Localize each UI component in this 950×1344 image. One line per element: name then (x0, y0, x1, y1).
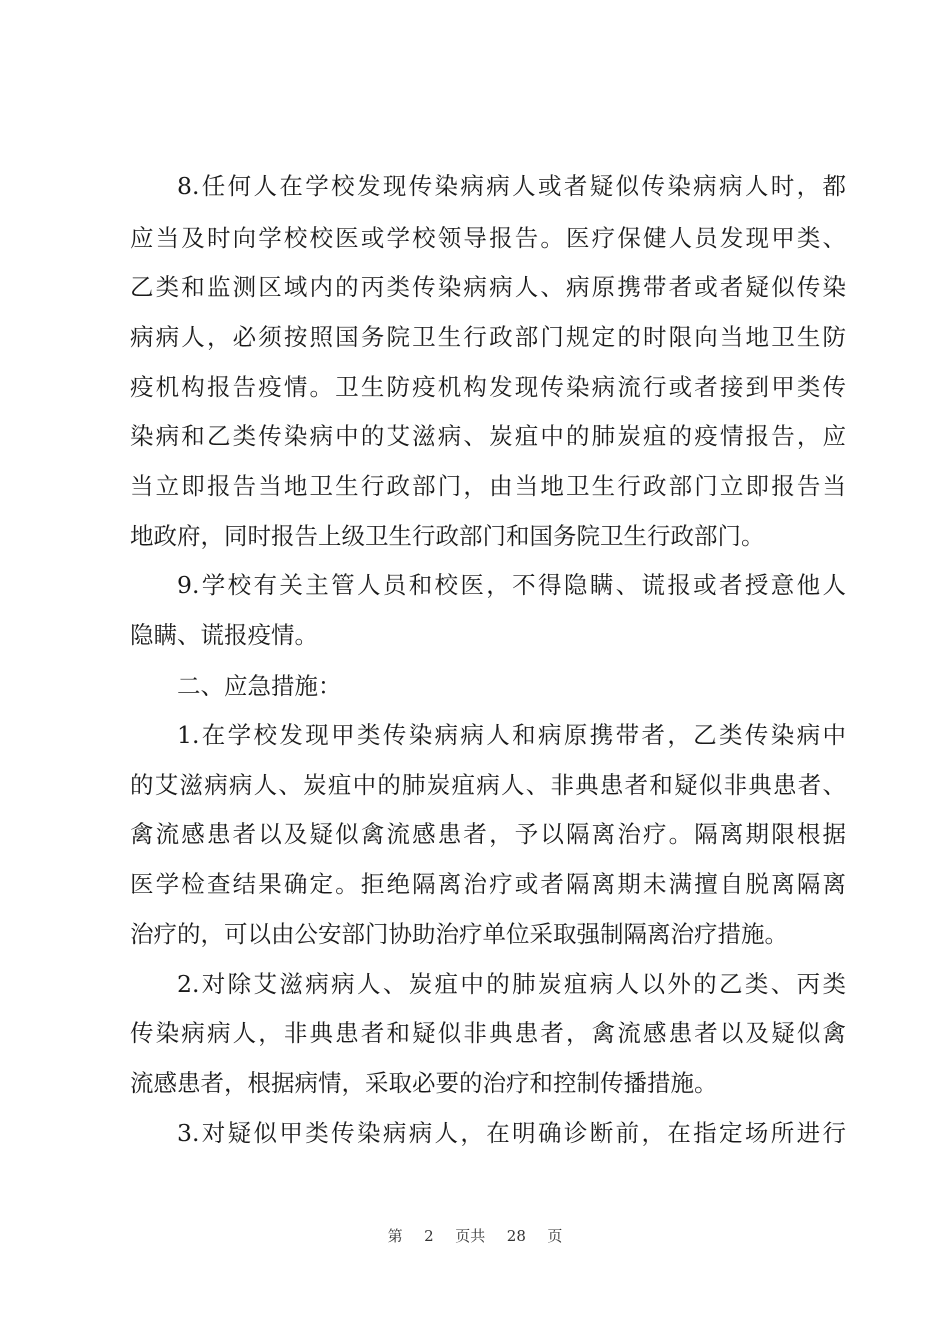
paragraph-line: 病病人，必须按照国务院卫生行政部门规定的时限向当地卫生防 (130, 323, 846, 351)
paragraph-line: 治疗的，可以由公安部门协助治疗单位采取强制隔离治疗措施。 (130, 920, 788, 948)
paragraph-line: 当立即报告当地卫生行政部门，由当地卫生行政部门立即报告当 (130, 472, 846, 500)
paragraph-line: 禽流感患者以及疑似禽流感患者，予以隔离治疗。隔离期限根据 (130, 820, 846, 848)
paragraph-line: 应当及时向学校校医或学校领导报告。医疗保健人员发现甲类、 (130, 224, 846, 252)
paragraph-line: 隐瞒、谎报疫情。 (130, 621, 318, 649)
paragraph-line: 染病和乙类传染病中的艾滋病、炭疽中的肺炭疽的疫情报告，应 (130, 422, 846, 450)
paragraph-line: 地政府，同时报告上级卫生行政部门和国务院卫生行政部门。 (130, 522, 765, 550)
paragraph-line: 医学检查结果确定。拒绝隔离治疗或者隔离期未满擅自脱离隔离 (130, 870, 846, 898)
section-heading: 二、应急措施： (177, 672, 342, 700)
page-footer (0, 1226, 950, 1246)
footer-prefix: 第 (387, 1227, 403, 1245)
paragraph-line: 乙类和监测区域内的丙类传染病病人、病原携带者或者疑似传染 (130, 273, 846, 301)
paragraph-line: 传染病病人，非典患者和疑似非典患者，禽流感患者以及疑似禽 (130, 1019, 846, 1047)
footer-middle: 页共 (455, 1227, 486, 1245)
paragraph-line: 8.任何人在学校发现传染病病人或者疑似传染病病人时，都 (177, 172, 846, 200)
paragraph-line: 流感患者，根据病情，采取必要的治疗和控制传播措施。 (130, 1069, 718, 1097)
paragraph-line: 2.对除艾滋病病人、炭疽中的肺炭疽病人以外的乙类、丙类 (177, 970, 846, 998)
footer-total-pages: 28 (506, 1227, 526, 1245)
footer-page-number: 2 (424, 1227, 434, 1245)
footer-suffix: 页 (547, 1227, 563, 1245)
paragraph-line: 9.学校有关主管人员和校医，不得隐瞒、谎报或者授意他人 (177, 571, 846, 599)
paragraph-line: 的艾滋病病人、炭疽中的肺炭疽病人、非典患者和疑似非典患者、 (130, 771, 846, 799)
paragraph-line: 1.在学校发现甲类传染病病人和病原携带者，乙类传染病中 (177, 721, 846, 749)
paragraph-line: 疫机构报告疫情。卫生防疫机构发现传染病流行或者接到甲类传 (130, 373, 846, 401)
paragraph-line: 3.对疑似甲类传染病病人，在明确诊断前，在指定场所进行 (177, 1119, 846, 1147)
